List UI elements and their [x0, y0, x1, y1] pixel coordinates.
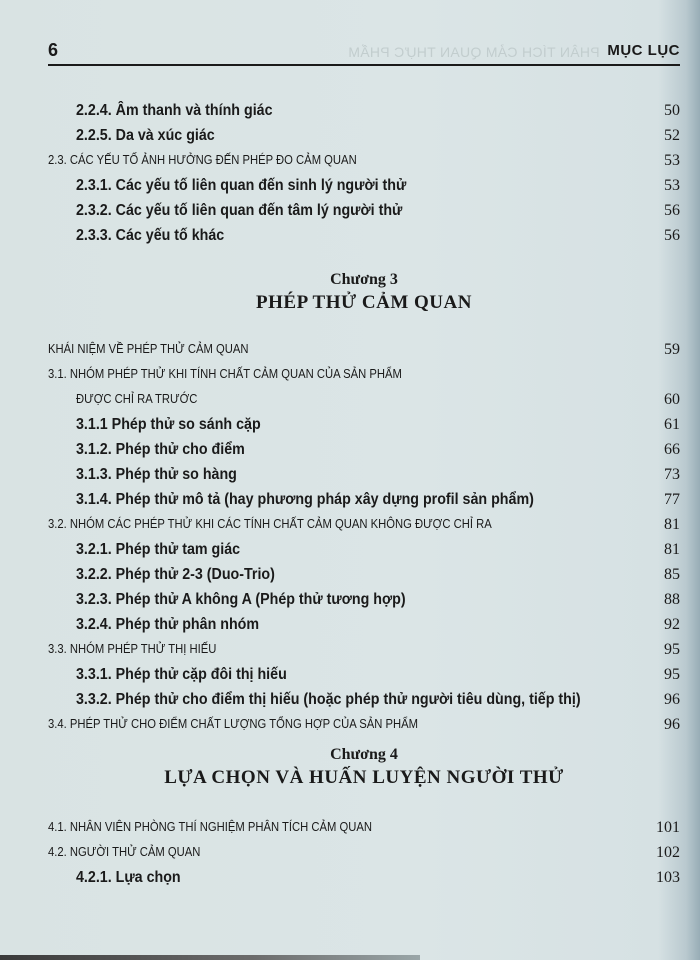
page-header [48, 34, 680, 66]
toc-entry[interactable]: 3.1. NHÓM PHÉP THỬ KHI TÍNH CHẤT CẢM QUAN CỦA SẢN PHẨM [48, 367, 402, 381]
bleed-through-text: PHÂN TÍCH CẢM QUAN THỰC PHẨM [348, 44, 600, 60]
chapter-title: LỰA CHỌN VÀ HUẤN LUYỆN NGƯỜI THỬ [164, 767, 564, 788]
toc-entry[interactable]: 3.3.2. Phép thử cho điểm thị hiếu (hoặc phép thử người tiêu dùng, tiếp thị) 96 [76, 691, 680, 708]
toc-entry[interactable]: 2.3.1. Các yếu tố liên quan đến sinh lý người thử 53 [76, 177, 680, 194]
toc-entry[interactable]: 3.3.1. Phép thử cặp đôi thị hiếu 95 [76, 666, 680, 683]
toc-entry[interactable]: 3.2.1. Phép thử tam giác 81 [76, 541, 680, 558]
toc-entry[interactable]: 3.1.4. Phép thử mô tả (hay phương pháp xây dựng profil sản phẩm) 77 [76, 491, 680, 508]
page-number: 6 [48, 40, 59, 60]
toc-entry[interactable]: 2.2.4. Âm thanh và thính giác 50 [76, 102, 680, 119]
chapter-4-heading [48, 745, 680, 791]
toc-entry[interactable]: 3.2.2. Phép thử 2-3 (Duo-Trio) 85 [76, 566, 680, 583]
toc-entry[interactable]: 2.2.5. Da và xúc giác 52 [76, 127, 680, 144]
chapter-3-heading [48, 270, 680, 316]
chapter-number: Chương 3 [330, 271, 398, 288]
toc-entry[interactable]: 2.3. CÁC YẾU TỐ ẢNH HƯỞNG ĐẾN PHÉP ĐO CẢM QUAN 53 [48, 152, 680, 169]
toc-entry[interactable]: 4.2. NGƯỜI THỬ CẢM QUAN 102 [48, 844, 680, 861]
chapter-title: PHÉP THỬ CẢM QUAN [256, 292, 472, 313]
toc-entry[interactable]: 3.2. NHÓM CÁC PHÉP THỬ KHI CÁC TÍNH CHẤT CẢM QUAN KHÔNG ĐƯỢC CHỈ RA 81 [48, 516, 680, 533]
toc-entry[interactable]: KHÁI NIỆM VỀ PHÉP THỬ CẢM QUAN 59 [48, 341, 680, 358]
toc-section-2 [48, 98, 680, 248]
toc-section-4 [48, 815, 680, 890]
toc-entry[interactable]: 3.4. PHÉP THỬ CHO ĐIỂM CHẤT LƯỢNG TỔNG HỢP CỦA SẢN PHẨM 96 [48, 716, 680, 733]
toc-section-3 [48, 337, 680, 737]
toc-entry[interactable]: 3.1.3. Phép thử so hàng 73 [76, 466, 680, 483]
toc-entry[interactable]: 4.2.1. Lựa chọn 103 [76, 869, 680, 886]
chapter-number: Chương 4 [330, 746, 398, 763]
toc-entry[interactable]: 4.1. NHÂN VIÊN PHÒNG THÍ NGHIỆM PHÂN TÍCH CẢM QUAN 101 [48, 819, 680, 836]
toc-entry[interactable]: 3.1.1 Phép thử so sánh cặp 61 [76, 416, 680, 433]
running-title: MỤC LỤC [607, 42, 680, 59]
toc-entry[interactable]: 2.3.3. Các yếu tố khác 56 [76, 227, 680, 244]
toc-entry[interactable]: 3.1.2. Phép thử cho điểm 66 [76, 441, 680, 458]
toc-entry[interactable]: 3.3. NHÓM PHÉP THỬ THỊ HIẾU 95 [48, 641, 680, 658]
toc-entry[interactable]: 3.2.3. Phép thử A không A (Phép thử tương hợp) 88 [76, 591, 680, 608]
scan-edge-shadow [0, 955, 420, 960]
toc-entry[interactable]: ĐƯỢC CHỈ RA TRƯỚC 60 [76, 391, 680, 408]
toc-entry[interactable]: 3.2.4. Phép thử phân nhóm 92 [76, 616, 680, 633]
toc-entry[interactable]: 2.3.2. Các yếu tố liên quan đến tâm lý người thử 56 [76, 202, 680, 219]
